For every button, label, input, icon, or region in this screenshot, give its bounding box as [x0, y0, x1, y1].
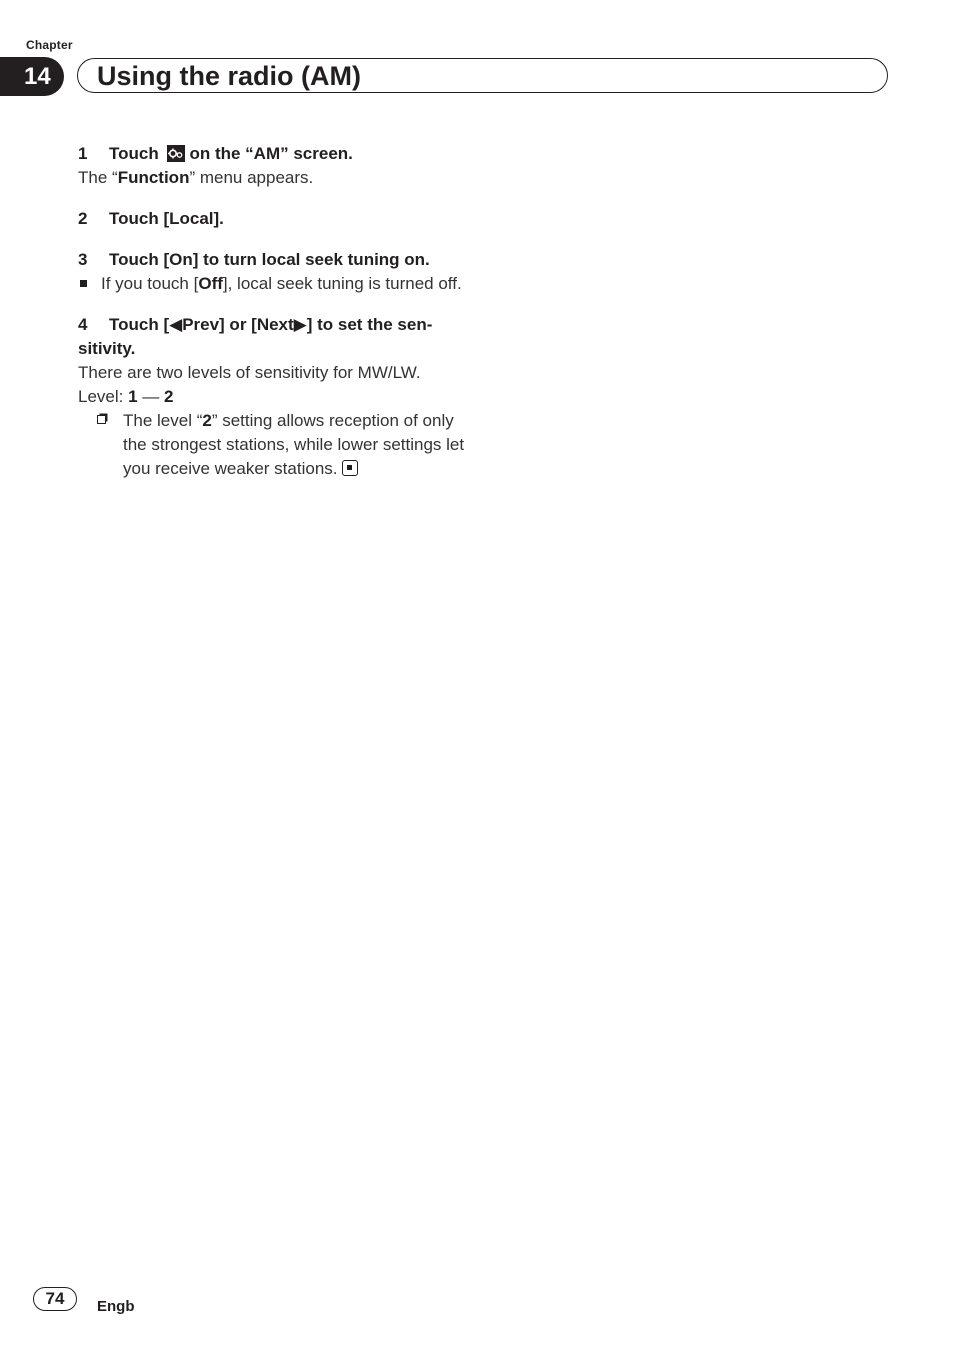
function-settings-icon [167, 145, 185, 162]
language-code: Engb [97, 1298, 135, 1315]
step-3-heading: 3 Touch [On] to turn local seek tuning on. [78, 250, 430, 269]
bullet-square-icon [80, 280, 87, 287]
level-range: Level: 1 — 2 [78, 387, 174, 406]
step-3-bullet: If you touch [Off], local seek tuning is turned off. [78, 272, 470, 296]
chapter-label: Chapter [26, 38, 73, 52]
note-checkbox-icon [97, 415, 106, 424]
page-title: Using the radio (AM) [97, 61, 361, 91]
step-4-heading: 4 Touch [◀Prev] or [Next▶] to set the sen-sitivity. [78, 315, 433, 358]
end-of-section-icon [342, 460, 358, 476]
step-1-heading: 1 Touch on the “AM” screen. [78, 144, 353, 163]
chapter-number-badge: 14 [0, 57, 64, 96]
step-1-description: The “Function” menu appears. [78, 168, 314, 187]
step-4-note: The level “2” setting allows reception of only the strongest stations, while lower settings let you receive weaker stations. [78, 409, 470, 481]
step-2-heading: 2 Touch [Local]. [78, 209, 224, 228]
step-4-description: There are two levels of sensitivity for MW/LW. [78, 363, 421, 382]
content [78, 142, 470, 481]
page-number: 74 [33, 1287, 77, 1311]
